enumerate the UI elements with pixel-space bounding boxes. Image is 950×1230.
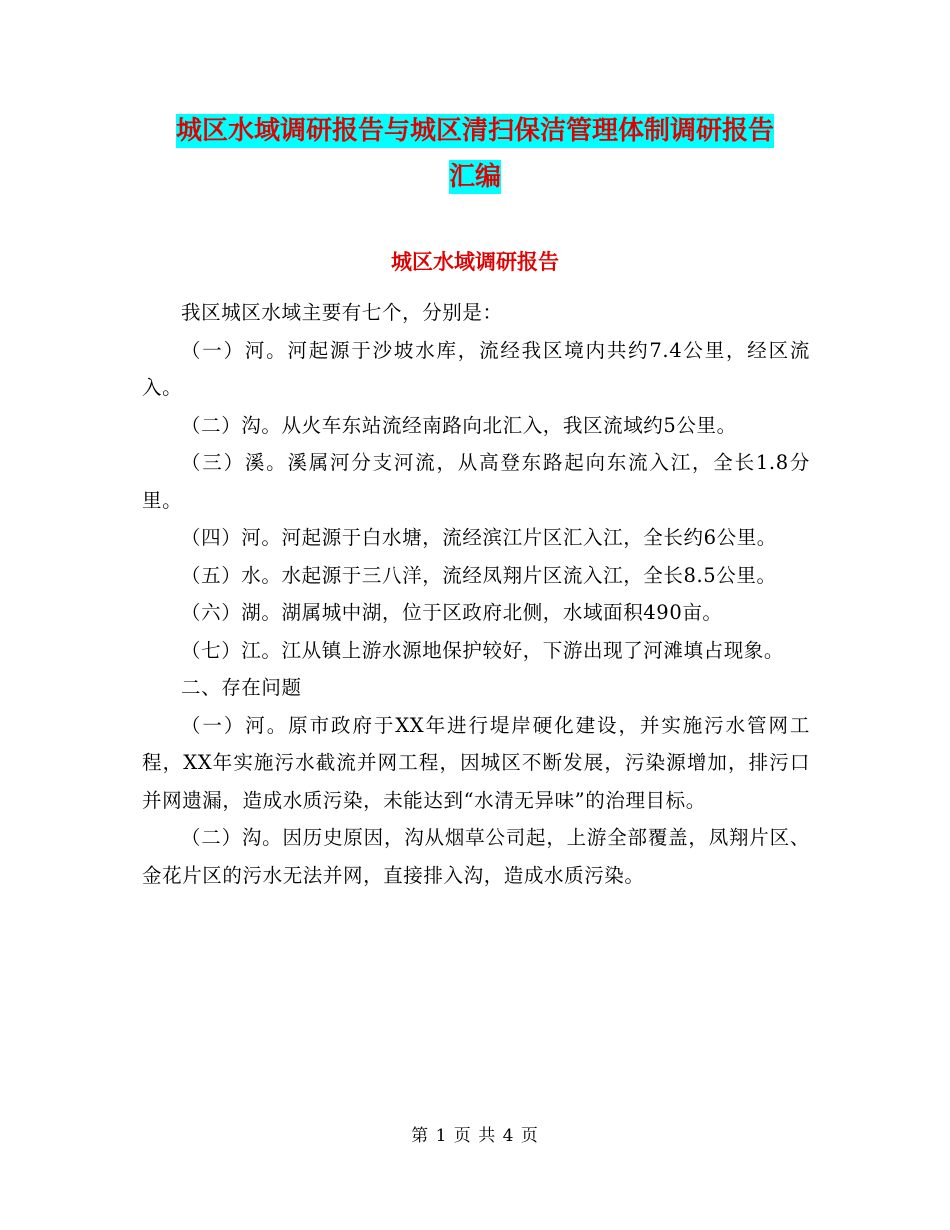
title-line-1: 城区水域调研报告与城区清扫保洁管理体制调研报告 xyxy=(175,116,774,146)
heading-problems: 二、存在问题 xyxy=(181,676,302,699)
document-body xyxy=(142,294,810,894)
paragraph-item-5: （五）水。水起源于三八洋，流经凤翔片区流入江，全长8.5公里。 xyxy=(181,563,777,587)
paragraph-item-2: （二）沟。从火车东站流经南路向北汇入，我区流域约5公里。 xyxy=(181,413,737,437)
paragraph-item-7: （七）江。江从镇上游水源地保护较好，下游出现了河滩填占现象。 xyxy=(181,638,785,662)
paragraph-item-6: （六）湖。湖属城中湖，位于区政府北侧，水域面积490亩。 xyxy=(181,601,723,624)
title-line-2: 汇编 xyxy=(448,162,501,192)
paragraph-item-1: （一）河。河起源于沙坡水库，流经我区境内共约7.4公里，经区流入。 xyxy=(142,338,810,399)
page-footer: 第 1 页 共 4 页 xyxy=(411,1126,539,1146)
paragraph-problem-1: （一）河。原市政府于XX年进行堤岸硬化建设，并实施污水管网工程，XX年实施污水截流并网工程，因城区不断发展，污染源增加，排污口并网遗漏，造成水质污染，未能达到“水清无异味”的治理目标。 xyxy=(142,713,810,812)
paragraph-intro: 我区城区水域主要有七个，分别是： xyxy=(181,301,503,324)
section-title: 城区水域调研报告 xyxy=(391,249,559,274)
paragraph-item-3: （三）溪。溪属河分支河流，从高登东路起向东流入江，全长1.8分里。 xyxy=(142,451,810,512)
paragraph-problem-2: （二）沟。因历史原因，沟从烟草公司起，上游全部覆盖，凤翔片区、金花片区的污水无法并网，直接排入沟，造成水质污染。 xyxy=(142,826,810,887)
paragraph-item-4: （四）河。河起源于白水塘，流经滨江片区汇入江，全长约6公里。 xyxy=(181,526,777,549)
document-title xyxy=(140,108,810,200)
